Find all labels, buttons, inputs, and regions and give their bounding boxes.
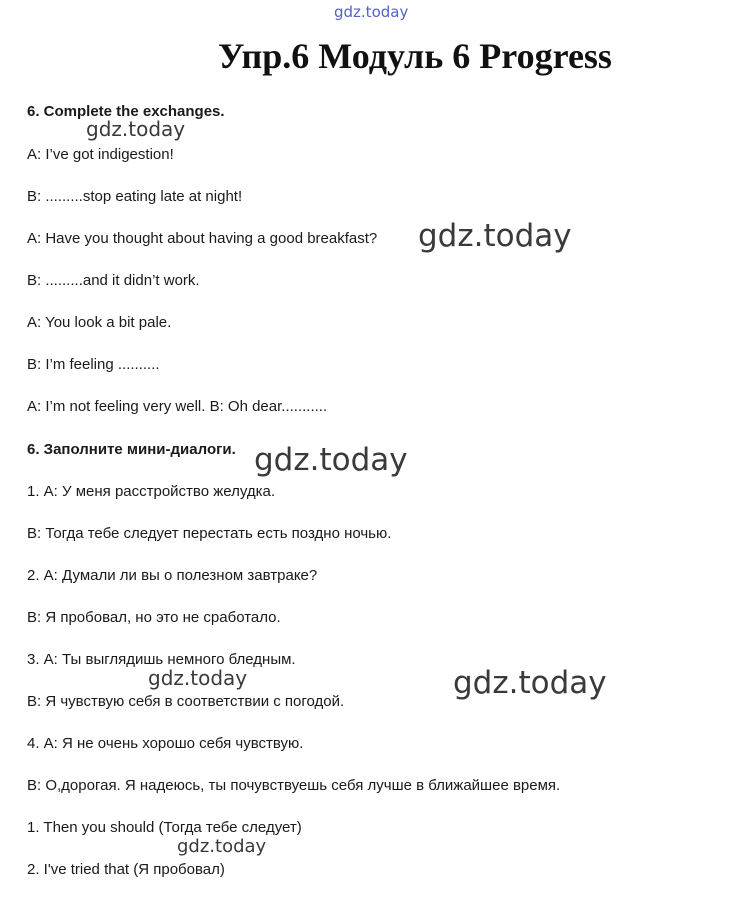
russian-line: В: Тогда тебе следует перестать есть поздно ночью. (27, 525, 392, 542)
answer-line: 2. I've tried that (Я пробовал) (27, 861, 225, 878)
page-title: Упр.6 Модуль 6 Progress (218, 36, 612, 76)
russian-line: В: О,дорогая. Я надеюсь, ты почувствуешь себя лучше в ближайшее время. (27, 777, 561, 794)
watermark: gdz.today (453, 665, 607, 701)
watermark: gdz.today (177, 836, 267, 857)
russian-line: 3. А: Ты выглядишь немного бледным. (27, 651, 296, 668)
russian-line: 4. А: Я не очень хорошо себя чувствую. (27, 735, 304, 752)
english-heading: 6. Complete the exchanges. (27, 103, 225, 120)
english-line: A: Have you thought about having a good breakfast? (27, 230, 378, 247)
russian-line: 2. А: Думали ли вы о полезном завтраке? (27, 567, 318, 584)
watermark: gdz.today (334, 3, 409, 21)
russian-line: В: Я пробовал, но это не сработало. (27, 609, 281, 626)
watermark: gdz.today (86, 117, 186, 141)
english-line: B: I’m feeling .......... (27, 356, 160, 373)
answer-line: 1. Then you should (Тогда тебе следует) (27, 819, 302, 836)
english-line: A: I’ve got indigestion! (27, 146, 174, 163)
watermark: gdz.today (148, 666, 248, 690)
watermark: gdz.today (254, 442, 408, 478)
watermark: gdz.today (418, 218, 572, 254)
russian-heading: 6. Заполните мини-диалоги. (27, 441, 236, 458)
english-line: A: I’m not feeling very well. B: Oh dear........... (27, 398, 328, 415)
english-line: A: You look a bit pale. (27, 314, 172, 331)
russian-line: В: Я чувствую себя в соответствии с погодой. (27, 693, 345, 710)
english-line: B: .........stop eating late at night! (27, 188, 243, 205)
russian-line: 1. А: У меня расстройство желудка. (27, 483, 276, 500)
english-line: B: .........and it didn’t work. (27, 272, 200, 289)
